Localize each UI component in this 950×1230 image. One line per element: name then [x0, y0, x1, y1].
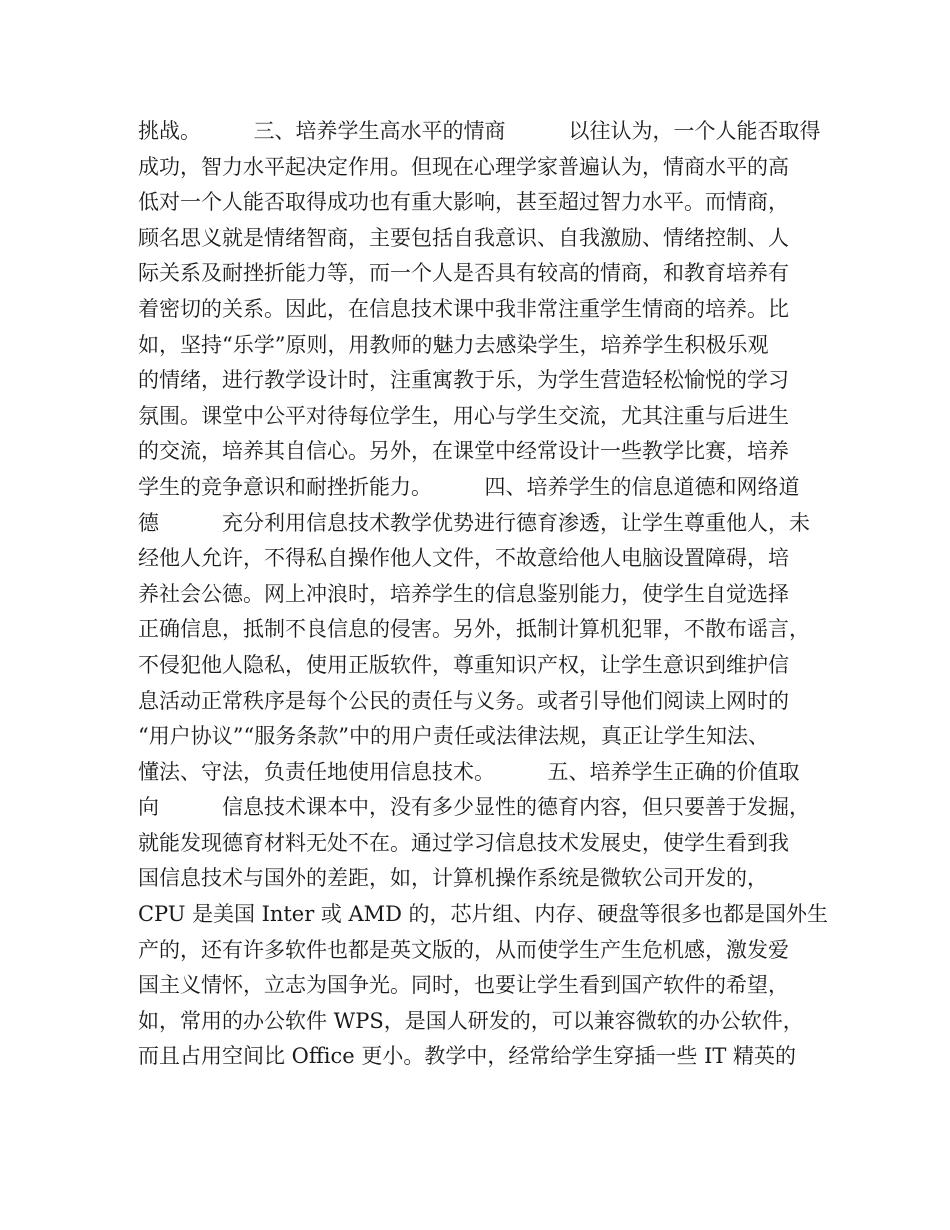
text-line: 不侵犯他人隐私，使用正版软件，尊重知识产权，让学生意识到维护信 [138, 652, 789, 677]
text-line: 息活动正常秩序是每个公民的责任与义务。或者引导他们阅读上网时的 [138, 688, 789, 713]
text-line: 着密切的关系。因此，在信息技术课中我非常注重学生情商的培养。比 [138, 296, 789, 321]
text-line: 国信息技术与国外的差距，如，计算机操作系统是微软公司开发的， [138, 866, 768, 891]
text-line: “用户协议”“服务条款”中的用户责任或法律法规，真正让学生知法、 [138, 724, 769, 749]
text-line: 的交流，培养其自信心。另外，在课堂中经常设计一些教学比赛，培养 [138, 439, 789, 464]
text-line: 顾名思义就是情绪智商，主要包括自我意识、自我激励、情绪控制、人 [138, 225, 789, 250]
text-line: 学生的竞争意识和耐挫折能力。 四、培养学生的信息道德和网络道 [138, 474, 800, 499]
text-line: 挑战。 三、培养学生高水平的情商 以往认为，一个人能否取得 [138, 119, 821, 143]
text-line: 产的，还有许多软件也都是英文版的，从而使学生产生危机感，激发爱 [138, 937, 789, 962]
text-line: 国主义情怀，立志为国争光。同时，也要让学生看到国产软件的希望， [138, 973, 789, 998]
text-line: 如，坚持“乐学”原则，用教师的魅力去感染学生，培养学生积极乐观 [138, 332, 769, 357]
text-line: 氛围。课堂中公平对待每位学生，用心与学生交流，尤其注重与后进生 [138, 403, 789, 428]
body-text [138, 114, 828, 1075]
text-line: 的情绪，进行教学设计时，注重寓教于乐，为学生营造轻松愉悦的学习 [138, 368, 789, 393]
text-line: 正确信息，抵制不良信息的侵害。另外，抵制计算机犯罪，不散布谣言， [138, 617, 810, 642]
text-line: CPU 是美国 Inter 或 AMD 的，芯片组、内存、硬盘等很多也都是国外生 [138, 902, 828, 927]
text-line: 成功，智力水平起决定作用。但现在心理学家普遍认为，情商水平的高 [138, 154, 789, 179]
text-line: 如，常用的办公软件 WPS，是国人研发的，可以兼容微软的办公软件， [138, 1008, 804, 1033]
text-line: 低对一个人能否取得成功也有重大影响，甚至超过智力水平。而情商， [138, 190, 789, 215]
text-line: 德 充分利用信息技术教学优势进行德育渗透，让学生尊重他人，未 [138, 510, 810, 535]
text-line: 就能发现德育材料无处不在。通过学习信息技术发展史，使学生看到我 [138, 830, 789, 855]
text-line: 懂法、守法，负责任地使用信息技术。 五、培养学生正确的价值取 [138, 759, 800, 784]
text-line: 而且占用空间比 Office 更小。教学中，经常给学生穿插一些 IT 精英的 [138, 1044, 797, 1069]
text-line: 养社会公德。网上冲浪时，培养学生的信息鉴别能力，使学生自觉选择 [138, 581, 789, 606]
text-line: 经他人允许，不得私自操作他人文件，不故意给他人电脑设置障碍，培 [138, 546, 789, 571]
text-line: 际关系及耐挫折能力等，而一个人是否具有较高的情商，和教育培养有 [138, 261, 789, 286]
text-line: 向 信息技术课本中，没有多少显性的德育内容，但只要善于发掘， [138, 795, 810, 820]
